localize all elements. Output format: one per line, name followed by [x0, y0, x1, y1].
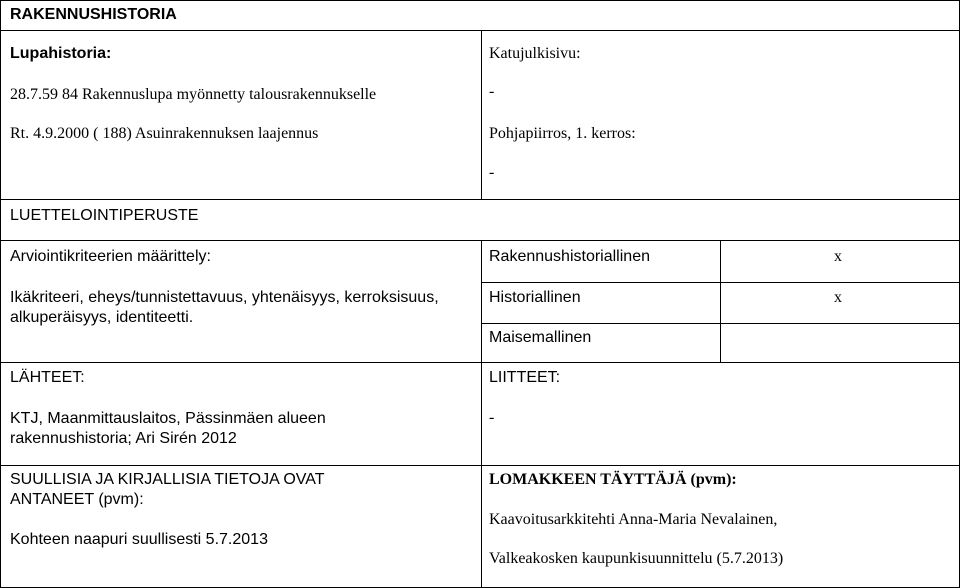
- oral-sources-value: Kohteen naapuri suullisesti 5.7.2013: [10, 531, 268, 548]
- criteria-item-label: Rakennushistoriallinen: [489, 248, 650, 265]
- criteria-item-label: Historiallinen: [489, 289, 581, 306]
- floor-plan-value: -: [489, 164, 495, 181]
- criteria-text: Ikäkriteeri, eheys/tunnistettavuus, yhtenäisyys, kerroksisuus,: [10, 289, 439, 306]
- attachments-value: -: [489, 409, 495, 426]
- listing-basis-title: LUETTELOINTIPERUSTE: [10, 207, 199, 224]
- oral-sources-label: ANTANEET (pvm):: [10, 491, 144, 508]
- permit-history-line: 28.7.59 84 Rakennuslupa myönnetty talousrakennukselle: [10, 86, 377, 103]
- form-filler-text: Valkeakosken kaupunkisuunnittelu (5.7.2013): [489, 550, 784, 567]
- floor-plan-label: Pohjapiirros, 1. kerros:: [489, 125, 636, 142]
- street-elevation-value: -: [489, 83, 495, 100]
- criteria-item-label: Maisemallinen: [489, 329, 592, 346]
- form-filler-text: Kaavoitusarkkitehti Anna-Maria Nevalainen,: [489, 511, 778, 528]
- permit-history-label: Lupahistoria:: [10, 45, 112, 62]
- criteria-text: alkuperäisyys, identiteetti.: [10, 309, 194, 326]
- criteria-item-mark: x: [834, 289, 842, 306]
- page-title: RAKENNUSHISTORIA: [10, 6, 177, 23]
- sources-text: rakennushistoria; Ari Sirén 2012: [10, 430, 237, 447]
- street-elevation-label: Katujulkisivu:: [489, 45, 581, 62]
- oral-sources-label: SUULLISIA JA KIRJALLISIA TIETOJA OVAT: [10, 471, 325, 488]
- attachments-label: LIITTEET:: [489, 369, 561, 386]
- sources-text: KTJ, Maanmittauslaitos, Pässinmäen alueen: [10, 410, 326, 427]
- form-filler-label: LOMAKKEEN TÄYTTÄJÄ (pvm):: [489, 471, 737, 488]
- sources-label: LÄHTEET:: [10, 369, 85, 386]
- permit-history-line: Rt. 4.9.2000 ( 188) Asuinrakennuksen laajennus: [10, 125, 319, 142]
- criteria-item-mark: x: [834, 248, 842, 265]
- criteria-label: Arviointikriteerien määrittely:: [10, 248, 211, 265]
